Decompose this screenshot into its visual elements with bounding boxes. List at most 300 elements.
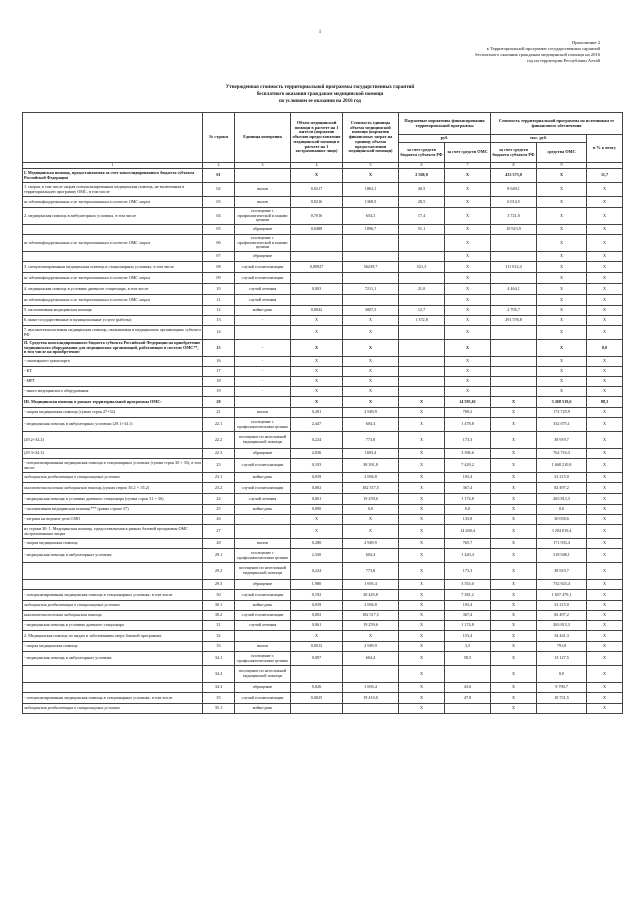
row-label: [23, 666, 203, 683]
row-cost-oms: Х: [537, 306, 587, 316]
row-unit-cost: [343, 666, 399, 683]
table-row: [23, 169, 623, 183]
header-cost-total: Стоимость территориальной программы по источникам ее финансового обеспечения: [491, 113, 623, 135]
row-volume: 0,224: [291, 432, 343, 449]
row-per-capita-oms: Х: [445, 183, 491, 197]
row-percent: Х: [587, 408, 623, 418]
row-per-capita-oms: 1 174,8: [445, 494, 491, 505]
row-volume: 0,039: [291, 473, 343, 483]
row-unit-cost: [343, 704, 399, 714]
row-cost-oms: 10 731,5: [537, 693, 587, 704]
row-percent: Х: [587, 549, 623, 563]
row-per-capita-budget: Х: [399, 580, 445, 590]
row-cost-oms: 9 790,7: [537, 683, 587, 693]
row-unit: обращение: [235, 449, 291, 459]
row-cost-budget: [491, 326, 537, 340]
row-label: из строки 20: 1. Медицинская помощь, предоставляемая в рамках базовой программы ОМС застрахованным лицам: [23, 525, 203, 539]
row-per-capita-budget: Х: [399, 418, 445, 432]
row-volume: 0,280: [291, 539, 343, 549]
row-per-capita-budget: 17,4: [399, 208, 445, 225]
row-unit: посещение с профилактической и иными целями: [235, 208, 291, 225]
table-row: [23, 642, 623, 652]
row-volume: [291, 235, 343, 252]
row-unit-cost: 19 410,0: [343, 693, 399, 704]
appendix-line: год на территории Республики Алтай: [526, 58, 600, 63]
row-unit: посещение с профилактической и иными целями: [235, 235, 291, 252]
row-number: 30: [203, 590, 235, 601]
row-label: - паллиативная медицинская помощь*** (равно строке 37): [23, 505, 203, 515]
row-unit: случай госпитализации: [235, 483, 291, 494]
table-row: [23, 563, 623, 580]
row-cost-budget: Х: [491, 611, 537, 621]
program-cost-table: [22, 112, 623, 714]
row-label: - специализированная медицинская помощь в стационарных условиях, в том числе: [23, 693, 203, 704]
row-label: - иного медицинского оборудования: [23, 387, 203, 397]
row-unit-cost: 56239,7: [343, 262, 399, 273]
row-per-capita-oms: Х: [445, 252, 491, 262]
row-cost-budget: Х: [491, 408, 537, 418]
row-percent: Х: [587, 252, 623, 262]
row-label: [23, 563, 203, 580]
row-cost-budget: Х: [491, 459, 537, 473]
row-cost-budget: Х: [491, 666, 537, 683]
table-row: [23, 418, 623, 432]
row-unit-cost: 1 693,4: [343, 580, 399, 590]
row-label: (29.3+34.3): [23, 449, 203, 459]
row-number: 02: [203, 183, 235, 197]
row-cost-budget: [491, 340, 537, 357]
row-cost-budget: Х: [491, 494, 537, 505]
row-unit-cost: 654,3: [343, 208, 399, 225]
row-unit-cost: 604,4: [343, 549, 399, 563]
header-cost-unit-label: тыс. руб.: [491, 135, 587, 143]
title-line: Утвержденная стоимость территориальной программы государственных гарантий: [225, 85, 415, 90]
row-per-capita-budget: [399, 326, 445, 340]
row-cost-oms: Х: [537, 316, 587, 326]
row-per-capita-budget: Х: [399, 693, 445, 704]
row-per-capita-oms: 0,0: [445, 505, 491, 515]
row-per-capita-oms: 3,5: [445, 642, 491, 652]
row-volume: 0,193: [291, 459, 343, 473]
row-per-capita-oms: 1 420,4: [445, 549, 491, 563]
row-percent: Х: [587, 601, 623, 611]
table-row: [23, 666, 623, 683]
row-unit-cost: Х: [343, 367, 399, 377]
row-cost-budget: Х: [491, 601, 537, 611]
row-volume: 0,224: [291, 563, 343, 580]
row-cost-oms: [537, 704, 587, 714]
row-number: 05: [203, 225, 235, 235]
row-number: 22.2: [203, 432, 235, 449]
row-unit-cost: Х: [343, 397, 399, 408]
row-number: 29.2: [203, 563, 235, 580]
row-per-capita-oms: Х: [445, 340, 491, 357]
row-number: 35: [203, 693, 235, 704]
row-cost-oms: 82 497,2: [537, 611, 587, 621]
row-unit-cost: 19 259,6: [343, 621, 399, 631]
row-cost-budget: Х: [491, 580, 537, 590]
row-percent: Х: [587, 273, 623, 284]
row-percent: Х: [587, 459, 623, 473]
row-cost-budget: Х: [491, 505, 537, 515]
row-volume: 0,7016: [291, 208, 343, 225]
row-per-capita-oms: 769,2: [445, 408, 491, 418]
row-per-capita-budget: [399, 235, 445, 252]
row-volume: 1,980: [291, 580, 343, 590]
row-cost-oms: Х: [537, 295, 587, 306]
header-volume: Объем медицинской помощи в расчете на 1 жителя (норматив объемов предоставления медицинской помощи в расчете на 1 застрахованное лицо): [291, 113, 343, 163]
row-label: - скорая медицинская помощь (сумма строк 27+32): [23, 408, 203, 418]
row-label: - скорая медицинская помощь: [23, 642, 203, 652]
table-row: [23, 397, 623, 408]
row-number: 09: [203, 273, 235, 284]
table-row: [23, 284, 623, 295]
row-per-capita-oms: 173,3: [445, 563, 491, 580]
row-percent: Х: [587, 590, 623, 601]
row-volume: 0,039: [291, 601, 343, 611]
header-oms: за счет средств ОМС: [445, 143, 491, 163]
column-number: 7: [445, 163, 491, 169]
row-label: не идентифицированным и не застрахованным в системе ОМС лицам: [23, 235, 203, 252]
row-per-capita-oms: Х: [445, 208, 491, 225]
row-percent: Х: [587, 367, 623, 377]
row-per-capita-budget: 40,5: [399, 183, 445, 197]
table-row: [23, 432, 623, 449]
row-unit: койко-день: [235, 601, 291, 611]
row-number: 35.1: [203, 704, 235, 714]
row-cost-budget: 10 923,9: [491, 225, 537, 235]
row-label: медицинская реабилитация в стационарных условиях: [23, 473, 203, 483]
row-cost-oms: 13 127,5: [537, 652, 587, 666]
row-per-capita-oms: 133,8: [445, 515, 491, 525]
row-per-capita-oms: 58,5: [445, 652, 491, 666]
row-cost-oms: 0,0: [537, 505, 587, 515]
row-percent: Х: [587, 652, 623, 666]
row-per-capita-oms: Х: [445, 377, 491, 387]
row-unit: [235, 525, 291, 539]
row-per-capita-oms: 1 174,8: [445, 621, 491, 631]
row-unit: вызов: [235, 197, 291, 208]
row-number: 23: [203, 459, 235, 473]
row-per-capita-budget: Х: [399, 642, 445, 652]
table-row: [23, 652, 623, 666]
row-label: 1. скорая, в том числе скорая специализированная медицинская помощь, не включенная в территориальную программу ОМС, в том числе: [23, 183, 203, 197]
row-unit: -: [235, 367, 291, 377]
row-per-capita-oms: Х: [445, 306, 491, 316]
row-cost-budget: 6 014,5: [491, 197, 537, 208]
table-row: [23, 306, 623, 316]
row-unit: койко-день: [235, 306, 291, 316]
row-label: [23, 580, 203, 590]
row-percent: Х: [587, 235, 623, 252]
row-label: - специализированная медицинская помощь в стационарных условиях (сумма строк 30 + 35), в том числе:: [23, 459, 203, 473]
row-volume: 0,0216: [291, 197, 343, 208]
row-per-capita-budget: Х: [399, 666, 445, 683]
row-label: не идентифицированным и не застрахованным в системе ОМС лицам: [23, 273, 203, 284]
row-number: 22.1: [203, 418, 235, 432]
row-percent: Х: [587, 295, 623, 306]
row-cost-oms: Х: [537, 326, 587, 340]
row-cost-budget: [491, 387, 537, 397]
table-row: [23, 525, 623, 539]
row-unit: вызов: [235, 408, 291, 418]
row-per-capita-budget: Х: [399, 432, 445, 449]
row-unit: [235, 631, 291, 642]
row-unit-cost: 1096,7: [343, 225, 399, 235]
row-percent: 11,7: [587, 169, 623, 183]
row-unit-cost: 2 949,9: [343, 539, 399, 549]
row-number: 28: [203, 539, 235, 549]
row-percent: Х: [587, 473, 623, 483]
row-number: 08: [203, 262, 235, 273]
row-cost-budget: [491, 273, 537, 284]
row-unit-cost: 2 694,8: [343, 473, 399, 483]
row-cost-oms: 30 058,6: [537, 515, 587, 525]
row-cost-budget: Х: [491, 449, 537, 459]
row-number: 15: [203, 340, 235, 357]
row-unit: посещение по неотложной медицинской помощи: [235, 563, 291, 580]
row-number: 24: [203, 494, 235, 505]
row-per-capita-budget: Х: [399, 525, 445, 539]
header-cost-oms: средства ОМС: [537, 143, 587, 163]
table-row: [23, 295, 623, 306]
table-row: [23, 326, 623, 340]
row-number: 13: [203, 316, 235, 326]
document-title: [160, 84, 480, 105]
row-per-capita-oms: Х: [445, 225, 491, 235]
row-cost-budget: [491, 235, 537, 252]
row-percent: Х: [587, 262, 623, 273]
row-label: - специализированная медицинская помощь в стационарных условиях, в том числе: [23, 590, 203, 601]
row-per-capita-budget: Х: [399, 683, 445, 693]
row-cost-budget: [491, 252, 537, 262]
row-cost-budget: Х: [491, 590, 537, 601]
row-label: 6. иные государственные и муниципальные услуги (работы): [23, 316, 203, 326]
row-volume: [291, 273, 343, 284]
row-percent: Х: [587, 704, 623, 714]
row-volume: [291, 704, 343, 714]
row-unit-cost: Х: [343, 631, 399, 642]
row-label: высокотехнологичная медицинская помощь (сумма строк 30.2 + 35.2): [23, 483, 203, 494]
row-cost-budget: 291 576,8: [491, 316, 537, 326]
row-number: 25: [203, 505, 235, 515]
row-label: - скорая медицинская помощь: [23, 539, 203, 549]
row-per-capita-budget: 21,0: [399, 284, 445, 295]
row-per-capita-oms: Х: [445, 284, 491, 295]
row-label: - затраты на ведение дела СМО: [23, 515, 203, 525]
row-volume: 0,002: [291, 483, 343, 494]
row-per-capita-budget: Х: [399, 459, 445, 473]
row-number: 16: [203, 357, 235, 367]
row-per-capita-oms: Х: [445, 367, 491, 377]
table-row: [23, 601, 623, 611]
row-label: [23, 252, 203, 262]
row-cost-budget: 4 464,1: [491, 284, 537, 295]
row-percent: Х: [587, 387, 623, 397]
row-per-capita-oms: 367,4: [445, 611, 491, 621]
row-cost-oms: 332 075,1: [537, 418, 587, 432]
column-number: 2: [203, 163, 235, 169]
row-cost-oms: 3 268 519,6: [537, 397, 587, 408]
row-percent: Х: [587, 515, 623, 525]
row-percent: Х: [587, 316, 623, 326]
table-row: [23, 611, 623, 621]
row-per-capita-budget: 51,1: [399, 225, 445, 235]
row-number: 01: [203, 169, 235, 183]
column-number: 6: [399, 163, 445, 169]
row-percent: Х: [587, 183, 623, 197]
row-unit: -: [235, 316, 291, 326]
row-per-capita-budget: Х: [399, 408, 445, 418]
header-row-no: № строки: [203, 113, 235, 163]
row-percent: Х: [587, 666, 623, 683]
row-volume: 0,003: [291, 284, 343, 295]
row-unit-cost: 38 391,8: [343, 459, 399, 473]
row-unit: койко-день: [235, 473, 291, 483]
row-cost-oms: Х: [537, 169, 587, 183]
row-percent: Х: [587, 539, 623, 549]
row-unit: посещение с профилактическими целями: [235, 652, 291, 666]
row-per-capita-budget: [399, 387, 445, 397]
row-percent: Х: [587, 693, 623, 704]
row-unit: -: [235, 357, 291, 367]
row-label: не идентифицированным и не застрахованным в системе ОМС лицам: [23, 197, 203, 208]
table-row: [23, 494, 623, 505]
row-per-capita-oms: 765,7: [445, 539, 491, 549]
row-number: 34.3: [203, 683, 235, 693]
row-volume: 0,026: [291, 683, 343, 693]
row-label: 2. медицинская помощь в амбулаторных условиях, в том числе: [23, 208, 203, 225]
row-unit-cost: Х: [343, 377, 399, 387]
row-percent: Х: [587, 208, 623, 225]
row-percent: Х: [587, 631, 623, 642]
row-cost-oms: 3 204 019,4: [537, 525, 587, 539]
row-cost-oms: Х: [537, 387, 587, 397]
table-row: [23, 473, 623, 483]
row-unit-cost: Х: [343, 525, 399, 539]
row-per-capita-budget: 521,3: [399, 262, 445, 273]
row-cost-budget: Х: [491, 563, 537, 580]
row-per-capita-budget: [399, 295, 445, 306]
row-per-capita-budget: Х: [399, 704, 445, 714]
row-label: высокотехнологичная медицинская помощь: [23, 611, 203, 621]
row-unit: случай госпитализации: [235, 262, 291, 273]
row-cost-oms: 318 948,1: [537, 549, 587, 563]
row-cost-budget: Х: [491, 549, 537, 563]
row-per-capita-budget: Х: [399, 397, 445, 408]
row-percent: Х: [587, 377, 623, 387]
header-cost-unit: Стоимость единицы объема медицинской помощи (норматив финансовых затрат на единицу объема предоставления медицинской помощи): [343, 113, 399, 163]
row-per-capita-oms: Х: [445, 273, 491, 284]
row-percent: Х: [587, 225, 623, 235]
row-unit: [235, 169, 291, 183]
row-unit: случай лечения: [235, 494, 291, 505]
row-unit: койко-день: [235, 505, 291, 515]
row-volume: 0,281: [291, 408, 343, 418]
row-number: 11: [203, 295, 235, 306]
row-label: - медицинская помощь в амбулаторных условиях (29.1+34.1): [23, 418, 203, 432]
row-volume: Х: [291, 525, 343, 539]
row-unit-cost: [343, 295, 399, 306]
row-per-capita-budget: Х: [399, 590, 445, 601]
row-unit: посещение по неотложной медицинской помощи: [235, 666, 291, 683]
row-per-capita-budget: Х: [399, 601, 445, 611]
row-per-capita-budget: Х: [399, 631, 445, 642]
row-label: [23, 225, 203, 235]
row-volume: 0,002: [291, 611, 343, 621]
row-unit-cost: 1693,4: [343, 449, 399, 459]
row-number: 34.2: [203, 666, 235, 683]
row-cost-oms: Х: [537, 197, 587, 208]
row-volume: Х: [291, 515, 343, 525]
row-cost-oms: Х: [537, 377, 587, 387]
row-label: 5. паллиативная медицинская помощь: [23, 306, 203, 316]
row-unit-cost: Х: [343, 387, 399, 397]
table-row: [23, 621, 623, 631]
row-unit: -: [235, 387, 291, 397]
row-unit: обращение: [235, 225, 291, 235]
row-cost-oms: Х: [537, 262, 587, 273]
row-unit-cost: 773,8: [343, 432, 399, 449]
row-per-capita-oms: 3 353,0: [445, 580, 491, 590]
row-per-capita-budget: [399, 367, 445, 377]
table-row: [23, 262, 623, 273]
row-per-capita-oms: 14 268,4: [445, 525, 491, 539]
row-number: 22.3: [203, 449, 235, 459]
row-number: 19: [203, 387, 235, 397]
row-per-capita-oms: Х: [445, 262, 491, 273]
row-percent: 88,3: [587, 397, 623, 408]
table-body: [23, 169, 623, 714]
row-cost-budget: [491, 295, 537, 306]
row-volume: 2,036: [291, 449, 343, 459]
row-cost-oms: 34 441,3: [537, 631, 587, 642]
row-percent: Х: [587, 494, 623, 505]
row-cost-oms: Х: [537, 284, 587, 295]
row-per-capita-oms: [445, 704, 491, 714]
row-unit-cost: 1 693,4: [343, 683, 399, 693]
row-cost-budget: Х: [491, 525, 537, 539]
row-cost-oms: Х: [537, 183, 587, 197]
row-number: 26: [203, 515, 235, 525]
header-percent: в % к итогу: [587, 135, 623, 163]
row-per-capita-budget: [399, 252, 445, 262]
row-cost-oms: 752 923,4: [537, 580, 587, 590]
row-number: 07: [203, 252, 235, 262]
row-label: - медицинская помощь в амбулаторных условиях: [23, 549, 203, 563]
row-cost-budget: 3 721,0: [491, 208, 537, 225]
row-cost-oms: 263 813,3: [537, 494, 587, 505]
row-cost-oms: Х: [537, 340, 587, 357]
table-row: [23, 683, 623, 693]
row-label: - КТ: [23, 367, 203, 377]
row-percent: Х: [587, 418, 623, 432]
row-cost-budget: Х: [491, 483, 537, 494]
row-per-capita-oms: Х: [445, 197, 491, 208]
column-number: 3: [235, 163, 291, 169]
row-per-capita-budget: Х: [399, 515, 445, 525]
row-label: III. Медицинская помощь в рамках территориальной программы ОМС:: [23, 397, 203, 408]
page-number: 1: [318, 30, 322, 35]
row-label: - медицинская помощь в условиях дневного стационара: [23, 621, 203, 631]
row-number: 32: [203, 631, 235, 642]
row-unit-cost: 182 517,5: [343, 611, 399, 621]
table-row: [23, 208, 623, 225]
row-volume: 0,00927: [291, 262, 343, 273]
row-per-capita-budget: Х: [399, 611, 445, 621]
row-percent: Х: [587, 483, 623, 494]
row-per-capita-oms: 367,4: [445, 483, 491, 494]
